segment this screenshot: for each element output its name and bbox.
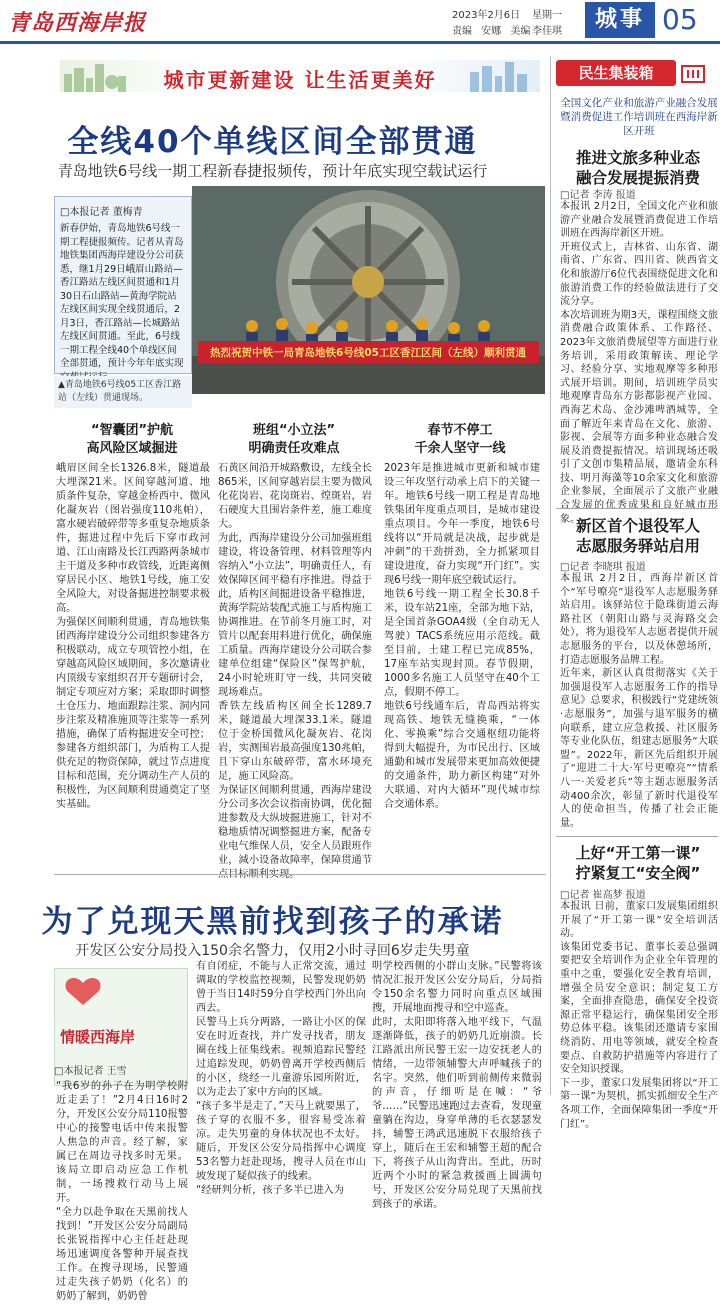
lead-col1-text: 峨眉区间全长1326.8米，隧道最大埋深21米。区间穿越河道、地质条件复杂，穿越金桥西中、微风化凝灰岩（图岩强度110兆帕），富水硬岩破碎带等多重复杂地质条件，掘进过程中先后下穿市政河道、江山南路及长江西路两条城市主干道及多种市政管线，近距离侧穿居民小区、地铁1号线，施工安全风险大，对设备掘进控制要求极高。 为强保区间顺利贯通，青岛地铁集团西海岸建设分公司组织参建各方积极联动，成立专项管控小组，在穿越高风险区域期间，多次邀请业内顶级专家组织召开专题研讨会，制定专项应对方案；采取即时调整土仓压力、地面跟踪注浆、洞内同步注浆及精准施顶等注浆等一系列措施，确保了盾构掘进安全可控；参建各方组织部门，为盾构工人提供充足的物资保障，就过节点进度目标和范围，充分调动生产人员的积极性，为区间顺利贯通奠定了坚实基础。 [56,463,210,810]
col3-subhead [380,422,540,458]
column-tag: 情暖西海岸 [60,1028,136,1046]
col1-subhead [54,422,210,458]
issue-date: 2023年2月6日 [452,10,521,21]
sidebar-divider [550,56,551,1095]
item3-title-line2: 拧紧复工“安全阀” [575,864,701,882]
sidebar-header [556,58,720,90]
col3-subhead-line1: 春节不停工 [427,423,493,438]
col3-subhead-line2: 千余人坚守一线 [414,441,506,456]
col1-subhead-line2: 高风险区域掘进 [86,441,178,456]
item3-byline: □记者 崔高梦 报道 [560,890,646,901]
item1-title-line2: 融合发展提振消费 [575,169,700,187]
sidebar-sep-1 [556,508,718,509]
intro-box [54,196,192,374]
photo-caption: ▲青岛地铁6号线05工区香江路站（左线）贯通现场。 [54,376,192,408]
editors: 责编 安娜 美编 [452,26,531,37]
col2-subhead-line1: 班组“小立法” [252,423,336,438]
second-col1-text: “我6岁的孙子在为明学校附近走丢了！”2月4日16时2分，开发区公安分局110报警中心的接警电话中传来报警人焦急的声音。经了解，家属已在周边寻找多时无果。该局立即启动应急工作机制，一场搜救行动马上展开。 “全力以赴争取在天黑前找人找到！”开发区公安分局副局长张锐指挥中心主任赶赴现场迅速调度各警种开展查找工作。在搜寻现场，民警通过走失孩子奶奶（化名）的奶奶了解到，奶奶曾 [56,1081,188,1302]
second-headline: 为了兑现天黑前找到孩子的承诺 [41,904,504,940]
heart-hands-icon [55,969,189,1029]
second-col3-text: 明学校西侧的小群山支脉。”民警将该情况汇报开发区公安分局后，分局指令150余名警力同时向重点区域围搜，开展地面搜寻和空中巡查。 此时，太阳即将落入地平线下，气温逐渐降低，孩子的奶奶几近崩溃。长江路派出所民警王宏一边安抚老人的情绪，一边带领辅警大声呼喊孩子的名字。突然，他们听到前侧传来微弱的声音，仔细听是在喊：“爷爷……”民警迅速跑过去查看，发现童童躺在沟边，身穿单薄的毛衣瑟瑟发抖，辅警王鸿武迅速脱下衣服给孩子穿上，随后在王宏和辅警王超的配合下，将孩子从山沟背出。至此，历时近两个小时的紧急救援画上圆满句号，开发区公安分局兑现了天黑前找到孩子的承诺。 [372,961,542,1210]
lead-byline: □本报记者 董梅青 [60,207,143,218]
lead-headline: 全线40个单线区间全部贯通 [67,124,478,160]
col2-subhead-line2: 明确责任攻难点 [248,441,340,456]
item2-byline: □记者 李晓琪 报道 [560,562,646,573]
second-col2-text: 有自闭症，不能与人正常交流，通过调取的学校监控视频，民警发现奶奶曾于当日14时59分自学校西门外出向西去。 民警马上兵分两路，一路让小区的保安在时近查找，并广发寻找者，朋友圈在线上征集线索。视频追踪民警经过追踪发现，奶奶曾离开学校西侧后的小区，绕经一儿童游乐园所附近，以为走去了家中方向的区域。 “孩子多半是走了，”天马上就要黑了，孩子穿的衣服不多，很容易受冻着凉。走失男童的身体状况也不太好。随后，开发区公安分局指挥中心调度53名警力赶赴现场，搜寻人员在市山坡发现了疑似孩子的线索。 “经研判分析，孩子多半已进入为 [196,961,366,1196]
photo-banner-text: 热烈祝贺中铁一局青岛地铁6号线05工区香江区间（左线）顺利贯通 [210,347,526,359]
editor-name: 李佳琪 [532,26,562,37]
col1-subhead-line1: “智囊团”护航 [90,423,174,438]
weekday: 星期一 [532,10,562,21]
col2-subhead [214,422,374,458]
item2-title-line1: 新区首个退役军人 [575,517,700,535]
section-label: 城事 [585,2,655,38]
lead-intro: 新春伊始，青岛地铁6号线一期工程捷报频传。记者从青岛地铁集团西海岸建设分公司获悉，继1月29日峨眉山路站—香江路站左线区间贯通和1月30日石山路站—黄海学院站左线区间实现全线贯通后，2月3日，香江路站—长城路站左线区间贯通。至此，6号线一期工程全线40个单线区间全部贯通，预计今年年底实现 [60,223,184,369]
item1-kicker: 全国文化产业和旅游产业融合发展暨消费促进工作培训班在西海岸新区开班 [560,97,718,137]
lead-col2-text: 石黄区间沿开城路敷设，左线全长865米，区间穿越岩层主要为微风化花岗岩、花岗斑岩、煌斑岩，岩石硬度大且围岩条件差，施工难度大。 为此，西海岸建设分公司加强班组建设，将设备管理、材料管理等内容纳入“小立法”，明确责任人，有效保障区间平稳有序推进。得益于此，盾构区间掘进设备平稳推进，黄海学院站装配式施工与盾构施工协调推进。在节前冬月施工时，对管片以配套用料进行优化，确保施工质量。西海岸建设分公司联合参建单位组建“保险区”保驾护航，24小时轮班盯守一线，共同突破现场难点。 香铁左线盾构区间全长1289.7米，隧道最大埋深33.1米。隧道位于金桥国微风化凝灰岩、花岗岩，实测围岩最高强度130兆帕，且下穿山东破碎带，富水环境充足，施工风险高。 为保证区间顺利贯通，西海岸建设分公司多次会议指南协调，优化掘进参数及大纵坡掘进施工，针对不稳地质情况调整掘进方案，配备专业电气维保人员，安全人员跟班作业，減小设备故障率，保障贯通节点目标顺利实现。 [218,463,372,880]
second-byline: □本报记者 王雪 [54,1066,127,1077]
banner-slogan: 城市更新建设 让生活更美好 [163,68,437,92]
item1-byline: □记者 李涛 报道 [560,190,636,201]
tunnel-breakthrough-photo [192,186,545,394]
item1-title-line1: 推进文旅多种业态 [575,149,700,167]
item1-text: 本报讯 2月2日，全国文化产业和旅游产业融合发展暨消费促进工作培训班在西海岸新区开班。 开班仪式上，吉林省、山东省、湖南省、广东省、四川省、陕西省文化和旅游厅6位代表围绕促进文化和旅游消费工作的经验做法进行了交流分享。 本次培训班为期3天，课程围绕文旅消费融合政策体系、工作路径、2023年文旅消费展望等方面进行业务培训，采用政策解读、理论学习、经验分享、实地观摩等多种形式展开培训。期间，培训班学员实地观摩青岛东方影都影视产业园、西海艺术岛、金沙滩啤酒城等，全面了解近年来青岛在文化、旅游、影视、会展等方面多种业态融合发展及消费提振情况。培训现场还吸引了文创市集精品展，邀请金东科技、明月海藻等10余家文化和旅游企业参展，全面展示了文旅产业融合发展的优秀成果和良好城市形象。 [560,201,718,525]
item3-title-line1: 上好“开工第一课” [575,844,701,862]
lead-col3-text: 2023年是推进城市更新和城市建设三年攻坚行动承上启下的关键一年。地铁6号线一期工程是青岛地铁集团年度重点项目，是城市建设重点项目。今年一季度，地铁6号线将以“开局就是决战，起步就是冲刺”的干劲拼劲，全力抓紧项目建设进度，奋力实现“开门红”。实现6号线一期年底空载试运行。 地铁6号线一期工程全长30.8千米，设车站21座，全部为地下站，是全国首条GOA4级（全自动无人驾驶）TACS系统应用示范线。截至目前，土建工程已完成85%，17座车站实现封顶。春节假期，1000多名施工人员坚守在40个工点，假期不停工。 地铁6号线通车后，青岛西站将实现高铁、地铁无缝换乘，“一体化、零换乘”综合交通枢纽功能将得到大幅提升，为市民出行、区域通勤和城市发展带来更加高效便捷的交通条件，助力新区构建“对外大联通、对内大循环”现代城市综合交通体系。 [384,463,540,810]
item2-text: 本报讯 2月2日，西海岸新区首个“军号嘹亮”退役军人志愿服务驿站启用。该驿站位于隐珠街道云海路社区（朝阳山路与灵海路交会处），将为退役军人志愿者提供开展志愿服务的平台，以及休憩场所，打造志愿服务品牌工程。 近年来，新区认真贯彻落实《关于加强退役军人志愿服务工作的指导意见》总要求，积极践行“党建统领·志愿服务”，加强与退军服务的横向联系，建立应急救援、社区服务等专业化队伍，组建志愿服务“大联盟”。2022年，新区先后组织开展了“迎进二十大·军号更嘹亮”“情系八一·关爱老兵”等主题志愿服务活动400余次，彰显了新时代退役军人的使命担当，传播了社会正能量。 [560,573,718,829]
sidebar-sep-2 [556,836,718,837]
item3-text: 本报讯 日前，董家口发展集团组织开展了“开工第一课”安全培训活动。 该集团党委书记、董事长姜总强调要把安全培训作为企业全年管理的重中之重，要强化安全教育培训，增强全员安全意识；制定复工方案，全面排查隐患，确保安全投资源正常平稳运行，确保集团安全形势总体平稳。该集团还邀请专家围绕消防、用电等领域，就安全检查要点、自救防护措施等内容进行了安全知识授课。 下一步，董家口发展集团将以“开工第一课”为契机，抓实抓细安全生产各项工作，全面保障集团一季度“开门红”。 [560,901,718,1130]
sidebar-brand: 民生集装箱 [556,60,676,86]
item2-title-line2: 志愿服务驿站启用 [575,537,700,555]
second-subheadline: 开发区公安分局投入150余名警力，仅用2小时寻回6岁走失男童 [75,943,470,959]
container-icon [680,60,706,86]
section-divider [54,874,546,875]
newspaper-logo: 青岛西海岸报 [8,10,147,36]
lead-subheadline: 青岛地铁6号线一期工程新春捷报频传，预计年底实现空载试运行 [57,162,488,180]
page-number: 05 [662,3,698,36]
tunnel-photo-illustration [192,186,545,394]
